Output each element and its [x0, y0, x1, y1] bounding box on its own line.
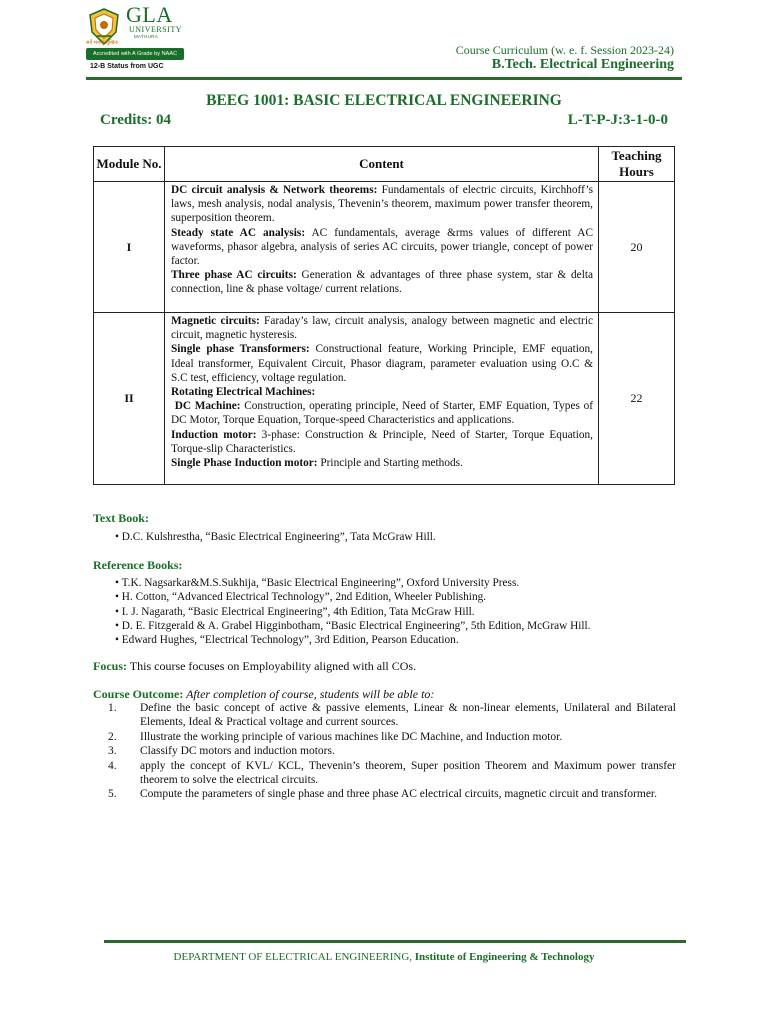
outcome-number: 3. [108, 745, 117, 758]
topic-heading: DC Machine: [171, 400, 241, 413]
topic-heading: Three phase AC circuits: [171, 269, 297, 282]
topic-text: Principle and Starting methods. [317, 457, 463, 470]
reference-books-heading: Reference Books: [93, 558, 183, 572]
table-header-row [94, 147, 675, 182]
topic-heading: Single Phase Induction motor: [171, 457, 318, 470]
header-divider [86, 77, 682, 80]
curriculum-session: Course Curriculum (w. e. f. Session 2023-24) [455, 43, 674, 57]
university-logo [86, 4, 190, 74]
text-book-heading: Text Book: [93, 511, 149, 525]
list-item: • Edward Hughes, “Electrical Technology”, 3rd Edition, Pearson Education. [115, 634, 459, 647]
ugc-status-text: 12-B Status from UGC [90, 63, 164, 70]
topic-text: AC fundamentals, average &rms values of different AC waveforms, phasor algebra, analysis of series AC circuits, power triangle, concept of power factor. [171, 226, 594, 268]
list-item: • D.C. Kulshrestha, “Basic Electrical Engineering”, Tata McGraw Hill. [115, 531, 436, 543]
module-content [165, 313, 599, 485]
list-item [108, 744, 676, 758]
list-item: • H. Cotton, “Advanced Electrical Technology”, 2nd Edition, Wheeler Publishing. [115, 591, 487, 604]
course-title: BEEG 1001: BASIC ELECTRICAL ENGINEERING [206, 92, 562, 109]
list-item [108, 759, 676, 788]
module-number: II [94, 313, 165, 485]
module-column-header: Module No. [94, 147, 165, 182]
logo-wordmark: GLA [126, 2, 173, 27]
outcome-number: 2. [108, 730, 117, 743]
topic-text: Generation & advantages of three phase system, star & delta connection, line & phase voltage/ current relations. [171, 269, 593, 296]
list-item [108, 701, 676, 730]
footer-divider [104, 940, 686, 943]
teaching-hours: 20 [599, 182, 675, 313]
outcome-text: Classify DC motors and induction motors. [140, 745, 335, 758]
course-ltpj: L-T-P-J:3-1-0-0 [567, 112, 668, 128]
hours-column-header: Teaching Hours [599, 147, 675, 182]
logo-university-text: UNIVERSITY [129, 25, 182, 34]
topic-text: Fundamentals of electric circuits, Kirchhoff’s laws, mesh analysis, nodal analysis, Thevenin’s theorem, maximum power transfer theorem, superposition theorem. [171, 184, 593, 225]
program-name: B.Tech. Electrical Engineering [491, 57, 674, 72]
course-credits: Credits: 04 [100, 112, 171, 128]
topic-text: Constructional feature, Working Principle, EMF equation, Ideal transformer, Equivalent Circuit, Phasor diagram, parameter evaluation using O.C & S.C test, efficiency, voltage regulation. [171, 343, 593, 384]
topic-heading: Single phase Transformers: [171, 343, 310, 356]
text-book-list [115, 530, 436, 544]
list-item: • I. J. Nagarath, “Basic Electrical Engineering”, 4th Edition, Tata McGraw Hill. [115, 605, 475, 618]
logo-motto: सर्वे भवन्तु सुखिनः [86, 40, 119, 46]
topic-heading: Rotating Electrical Machines: [171, 386, 316, 399]
outcome-text: Define the basic concept of active & passive elements, Linear & non-linear elements, Unilateral and Bilateral Elements, Ideal & Practical voltage and current sources. [140, 702, 676, 729]
topic-text: 3-phase: Construction & Principle, Need of Starter, Torque Equation, Torque-slip Characteristics. [171, 428, 593, 455]
teaching-hours: 22 [599, 313, 675, 485]
topic-heading: Magnetic circuits: [171, 315, 260, 327]
topic-heading: Induction motor: [171, 428, 257, 441]
table-row [94, 313, 675, 485]
outcome-number: 1. [108, 702, 117, 714]
footer-institute: Institute of Engineering & Technology [412, 951, 595, 963]
reference-books-list [115, 576, 590, 647]
course-outcome-heading: Course Outcome: [93, 687, 184, 701]
topic-text: Construction, operating principle, Need of Starter, EMF Equation, Types of DC Motor, Torque Equation, Torque-speed Characteristics and applications. [171, 400, 593, 427]
list-item [108, 730, 676, 744]
outcome-text: Illustrate the working principle of various machines like DC Machine, and Induction motor. [140, 730, 563, 743]
focus-line [93, 659, 416, 673]
table-row [94, 182, 675, 313]
module-number: I [94, 182, 165, 313]
course-outcome-list [108, 701, 676, 802]
course-outcome-intro: After completion of course, students will be able to: [183, 687, 435, 701]
syllabus-table [93, 146, 675, 485]
logo-city-text: MATHURA [134, 34, 159, 39]
focus-text: This course focuses on Employability aligned with all COs. [127, 659, 417, 673]
outcome-number: 5. [108, 788, 117, 801]
page-footer [0, 951, 768, 963]
course-outcome-line [93, 687, 434, 701]
list-item: • T.K. Nagsarkar&M.S.Sukhija, “Basic Electrical Engineering”, Oxford University Press. [115, 577, 520, 589]
list-item: • D. E. Fitzgerald & A. Grabel Higginbotham, “Basic Electrical Engineering”, 5th Edition, McGraw Hill. [115, 619, 591, 632]
module-content [165, 182, 599, 313]
topic-heading: DC circuit analysis & Network theorems: [171, 184, 378, 196]
outcome-number: 4. [108, 759, 117, 772]
topic-text: Faraday’s law, circuit analysis, analogy between magnetic and electric circuit, magnetic hysteresis. [171, 315, 593, 342]
outcome-text: apply the concept of KVL/ KCL, Thevenin’s theorem, Super position Theorem and Maximum power transfer theorem to solve the electrical circuits. [140, 759, 676, 787]
outcome-text: Compute the parameters of single phase and three phase AC electrical circuits, magnetic circuit and transformer. [140, 788, 657, 801]
footer-department: DEPARTMENT OF ELECTRICAL ENGINEERING, [173, 951, 413, 963]
content-column-header: Content [165, 147, 599, 182]
topic-heading: Steady state AC analysis: [171, 226, 306, 239]
focus-heading: Focus: [93, 659, 127, 673]
naac-accreditation-badge: Accredited with A Grade by NAAC [86, 48, 184, 60]
list-item [108, 787, 676, 801]
